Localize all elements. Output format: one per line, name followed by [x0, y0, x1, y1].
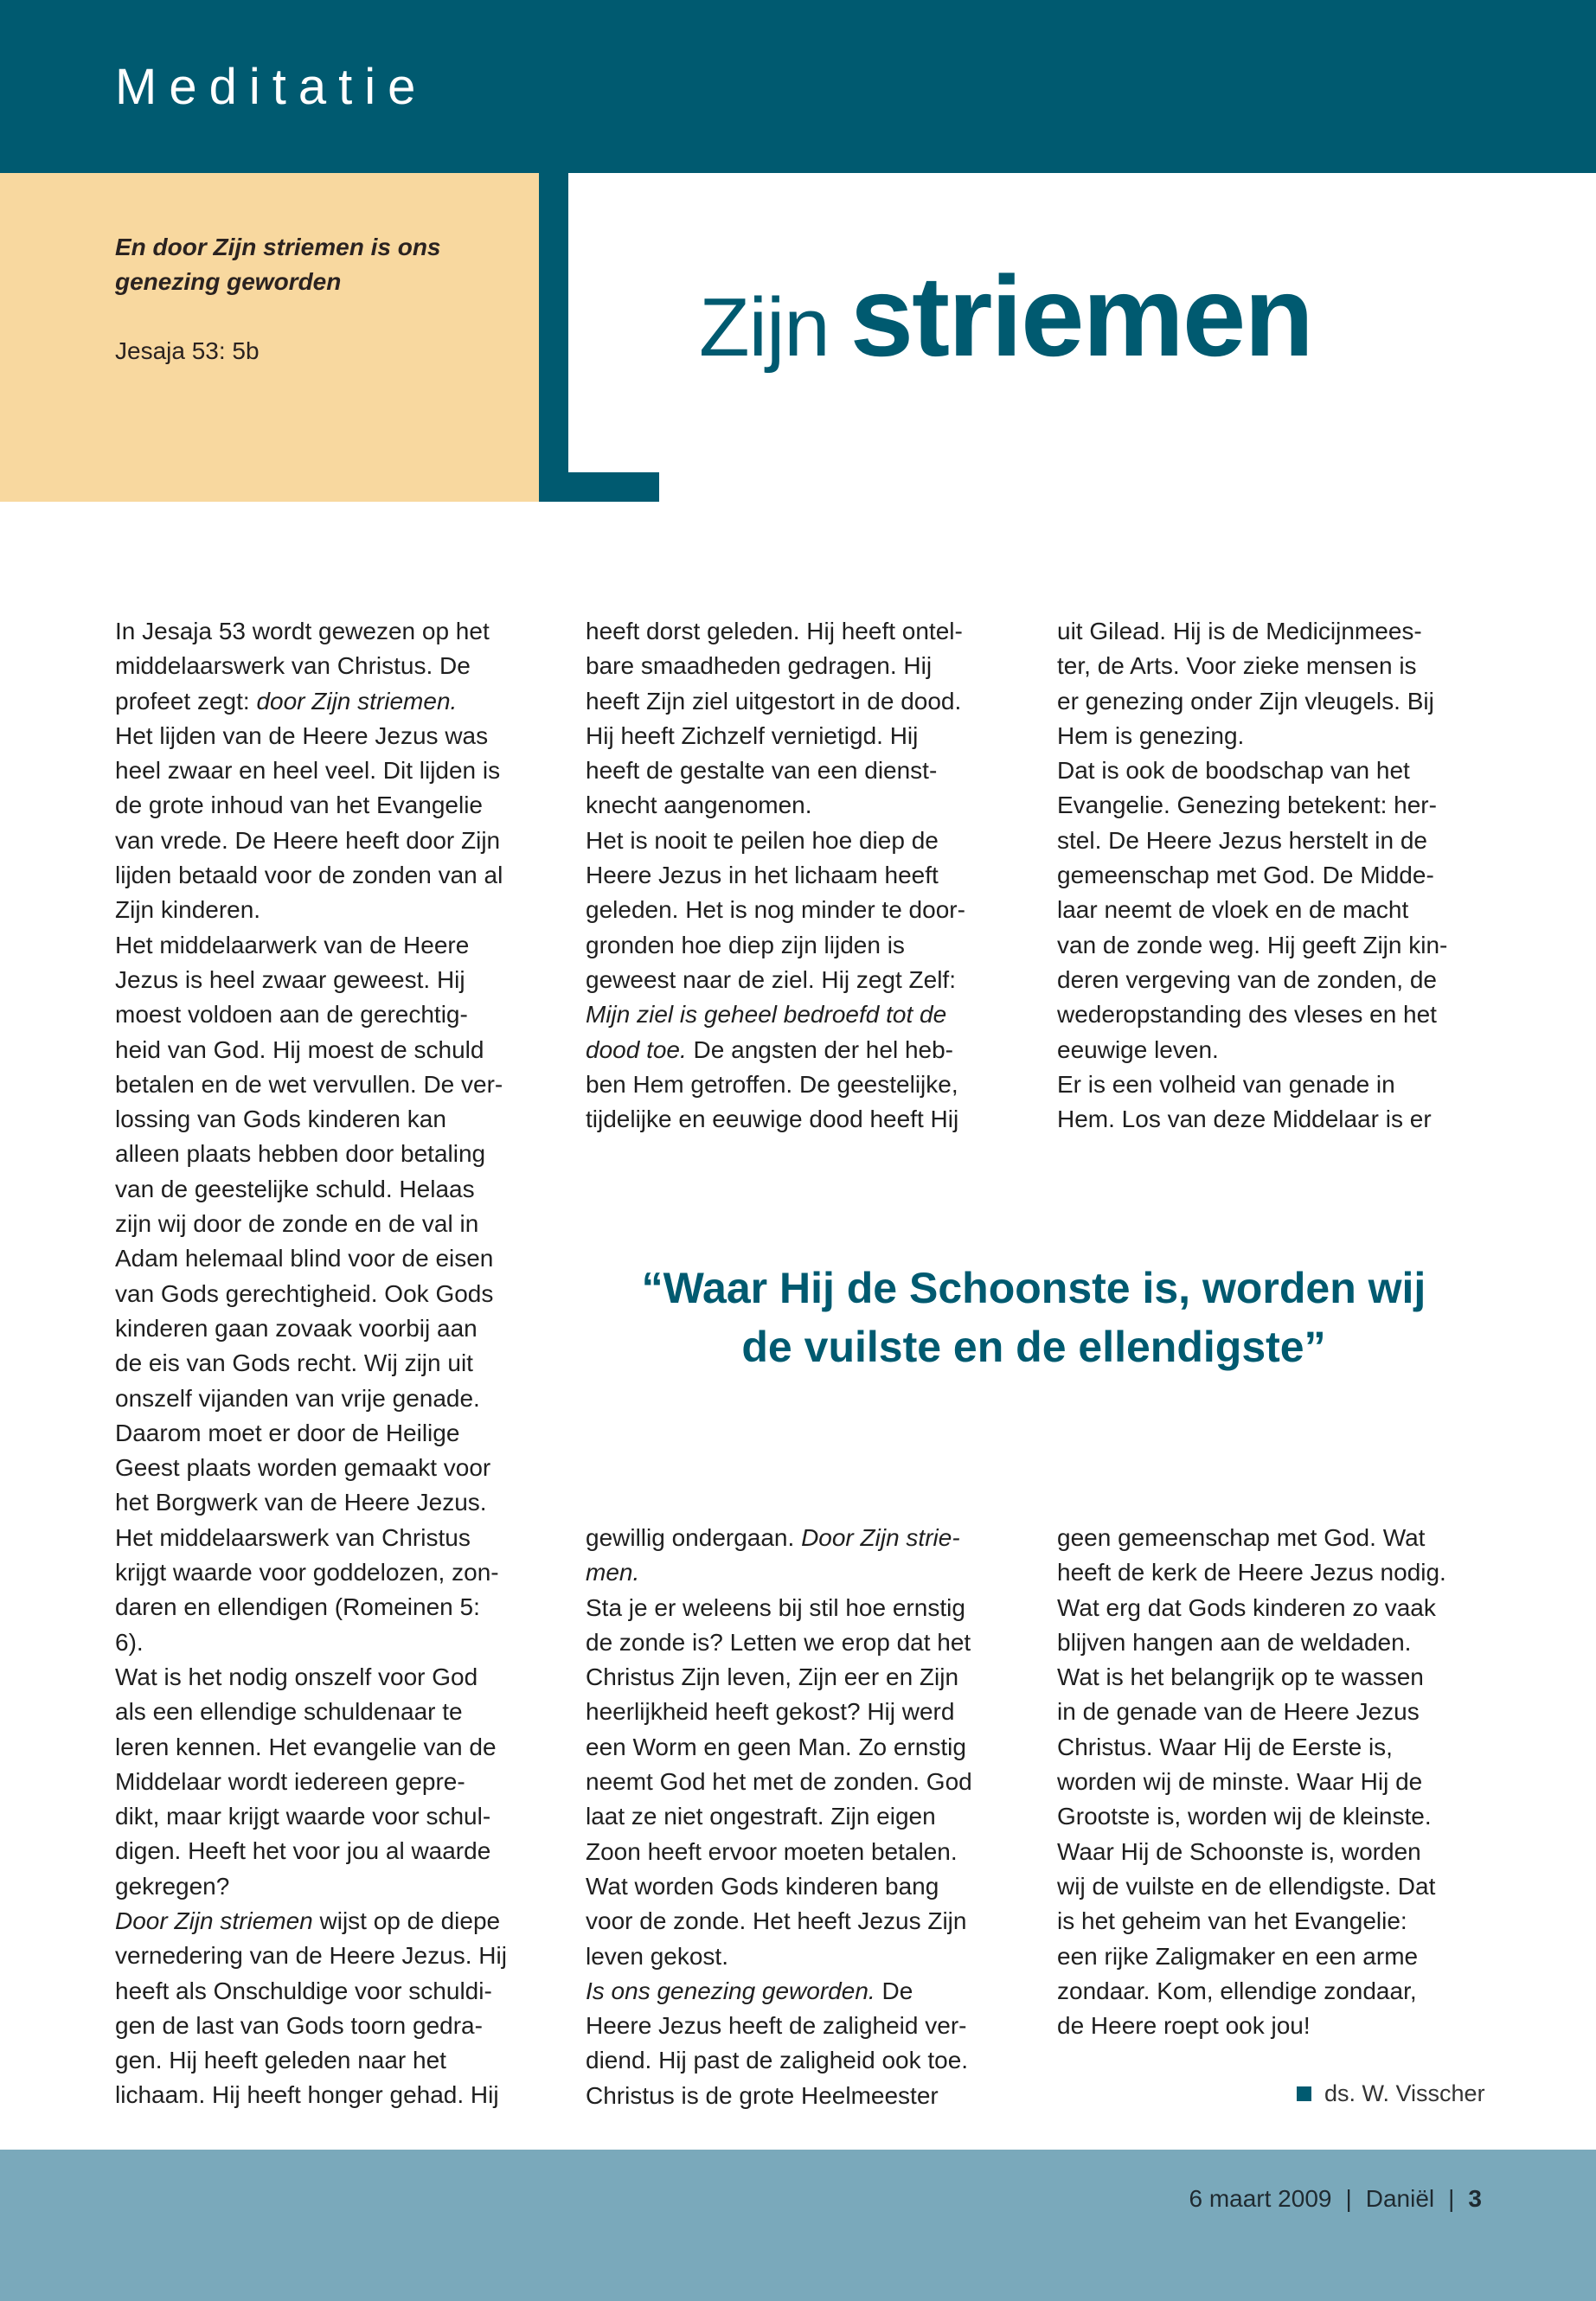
text: een rijke Zaligmaker en een arme	[1057, 1942, 1419, 1970]
text-line	[586, 1660, 972, 1695]
text: Christus Zijn leven, Zijn eer en Zijn	[586, 1663, 959, 1691]
text: uit Gilead. Hij is de Medicijnmees-	[1057, 618, 1422, 644]
text-line	[1057, 2009, 1446, 2043]
text: lichaam. Hij heeft honger gehad. Hij	[115, 2081, 499, 2109]
text: vernedering van de Heere Jezus. Hij	[115, 1942, 507, 1970]
text-line	[115, 753, 507, 788]
scripture-box	[0, 173, 539, 502]
text: Er is een volheid van genade in	[1057, 1070, 1395, 1098]
scripture-verse: En door Zijn striemen is ons genezing geworden	[115, 234, 441, 295]
text: eeuwige leven.	[1057, 1035, 1219, 1063]
text-line	[115, 963, 507, 997]
text: in de genade van de Heere Jezus	[1057, 1698, 1420, 1726]
footer-info: 6 maart 2009 | Daniël | 3	[1189, 2185, 1482, 2212]
text-line	[1057, 824, 1447, 858]
decorative-bar-foot	[539, 472, 659, 502]
text-line	[1057, 1835, 1446, 1869]
text: heeft de kerk de Heere Jezus nodig.	[1057, 1559, 1446, 1586]
text-line	[1057, 1067, 1447, 1102]
text: van Gods gerechtigheid. Ook Gods	[115, 1279, 494, 1307]
text-line	[1057, 1904, 1446, 1939]
text-line	[586, 1799, 972, 1834]
text-line	[586, 1730, 972, 1765]
italic-text: Mijn ziel is geheel bedroefd tot de	[586, 1001, 947, 1029]
text: ter, de Arts. Voor zieke mensen is	[1057, 652, 1417, 680]
text-line	[586, 1939, 972, 1974]
text: blijven hangen aan de weldaden.	[1057, 1628, 1412, 1656]
italic-text: Is ons genezing geworden.	[586, 1977, 875, 2004]
italic-text: men.	[586, 1559, 640, 1586]
text: daren en ellendigen (Romeinen 5:	[115, 1593, 480, 1621]
text-line	[586, 2079, 972, 2113]
italic-text: dood toe.	[586, 1035, 687, 1063]
text: Het is nooit te peilen hoe diep de	[586, 826, 939, 854]
text: betalen en de wet vervullen. De ver-	[115, 1070, 503, 1098]
text-line	[586, 753, 965, 788]
text-line	[586, 1904, 972, 1939]
text: Sta je er weleens bij stil hoe ernstig	[586, 1593, 965, 1621]
text-line	[586, 997, 965, 1032]
body-column-1	[115, 614, 507, 2113]
text-line	[586, 1765, 972, 1799]
text: Zijn kinderen.	[115, 896, 261, 924]
text: gewillig ondergaan.	[586, 1524, 802, 1551]
text: wijst op de diepe	[312, 1907, 501, 1934]
body-column-3-bottom	[1057, 1521, 1446, 2043]
text: heel zwaar en heel veel. Dit lijden is	[115, 757, 501, 785]
text: geleden. Het is nog minder te door-	[586, 896, 965, 924]
text: krijgt waarde voor goddelozen, zon-	[115, 1559, 499, 1586]
text-line	[115, 1730, 507, 1765]
text: diend. Hij past de zaligheid ook toe.	[586, 2047, 969, 2074]
text: laar neemt de vloek en de macht	[1057, 896, 1409, 924]
text-line	[1057, 997, 1447, 1032]
text-line	[115, 997, 507, 1032]
text: Adam helemaal blind voor de eisen	[115, 1245, 494, 1272]
text-line	[586, 824, 965, 858]
text: gemeenschap met God. De Midde-	[1057, 862, 1434, 889]
text: Zoon heeft ervoor moeten betalen.	[586, 1837, 958, 1865]
text: Hem is genezing.	[1057, 721, 1245, 749]
text-line	[115, 719, 507, 753]
text: is het geheim van het Evangelie:	[1057, 1907, 1407, 1935]
title-light: Zijn	[699, 281, 830, 374]
text: Hij heeft Zichzelf vernietigd. Hij	[586, 721, 919, 749]
text: deren vergeving van de zonden, de	[1057, 965, 1437, 993]
header-band	[0, 0, 1596, 173]
text: wij de vuilste en de ellendigste. Dat	[1057, 1872, 1436, 1900]
text-line	[1057, 1730, 1446, 1765]
text-line	[586, 1869, 972, 1904]
text-line	[115, 1765, 507, 1799]
text-line	[115, 1102, 507, 1137]
text: ben Hem getroffen. De geestelijke,	[586, 1070, 958, 1098]
text-line	[1057, 928, 1447, 963]
text-line	[115, 1904, 507, 1939]
text-line	[586, 1067, 965, 1102]
text: lossing van Gods kinderen kan	[115, 1106, 446, 1133]
text-line	[1057, 788, 1447, 823]
text-line	[1057, 1939, 1446, 1974]
text: Grootste is, worden wij de kleinste.	[1057, 1803, 1432, 1830]
text: stel. De Heere Jezus herstelt in de	[1057, 826, 1427, 854]
text-line	[586, 684, 965, 719]
text: bare smaadheden gedragen. Hij	[586, 652, 933, 680]
text-line	[115, 2009, 507, 2043]
italic-text: Door Zijn strie-	[801, 1524, 960, 1551]
text: als een ellendige schuldenaar te	[115, 1698, 463, 1726]
text: Het middelaarswerk van Christus	[115, 1523, 471, 1551]
text-line	[586, 1835, 972, 1869]
text: De	[875, 1977, 913, 2004]
text: heeft de gestalte van een dienst-	[586, 757, 938, 785]
text-line	[115, 1277, 507, 1311]
text-line	[115, 1067, 507, 1102]
pull-quote	[554, 1259, 1514, 1376]
text-line	[1057, 1102, 1447, 1137]
footer-band	[0, 2150, 1596, 2301]
text: worden wij de minste. Waar Hij de	[1057, 1768, 1423, 1796]
text-line	[586, 2043, 972, 2078]
text-line	[586, 928, 965, 963]
text-line	[586, 614, 965, 649]
italic-text: door Zijn striemen.	[256, 687, 458, 715]
text-line	[115, 2078, 507, 2112]
scripture-reference: Jesaja 53: 5b	[115, 337, 260, 364]
text-line	[115, 684, 507, 719]
text: van de geestelijke schuld. Helaas	[115, 1175, 475, 1202]
text: zondaar. Kom, ellendige zondaar,	[1057, 1977, 1417, 2004]
text: gen. Hij heeft geleden naar het	[115, 2047, 446, 2074]
text-line	[115, 1241, 507, 1276]
text: Geest plaats worden gemaakt voor	[115, 1454, 491, 1482]
text-line	[115, 1207, 507, 1241]
text: heeft dorst geleden. Hij heeft ontel-	[586, 618, 963, 644]
text: Jezus is heel zwaar geweest. Hij	[115, 965, 465, 993]
text-line	[1057, 1555, 1446, 1590]
text-line	[586, 2009, 972, 2043]
text: gen de last van Gods toorn gedra-	[115, 2011, 483, 2039]
article-title	[699, 253, 1312, 380]
text-line	[115, 1590, 507, 1625]
square-bullet-icon	[1297, 2086, 1311, 2101]
text-line	[115, 1033, 507, 1067]
text-line	[1057, 719, 1447, 753]
text: leren kennen. Het evangelie van de	[115, 1733, 497, 1760]
text-line	[586, 1102, 965, 1137]
text: Daarom moet er door de Heilige	[115, 1419, 460, 1446]
text-line	[115, 649, 507, 683]
text-line	[115, 1834, 507, 1868]
text-line	[115, 2043, 507, 2078]
text-line	[586, 649, 965, 683]
text: een Worm en geen Man. Zo ernstig	[586, 1733, 966, 1760]
text-line	[586, 1521, 972, 1555]
text: heid van God. Hij moest de schuld	[115, 1035, 484, 1063]
text-line	[115, 1660, 507, 1695]
text: gekregen?	[115, 1872, 230, 1900]
text: voor de zonde. Het heeft Jezus Zijn	[586, 1907, 967, 1935]
text: Heere Jezus heeft de zaligheid ver-	[586, 2012, 967, 2040]
text: de grote inhoud van het Evangelie	[115, 792, 483, 819]
text: Wat erg dat Gods kinderen zo vaak	[1057, 1593, 1436, 1621]
text: alleen plaats hebben door betaling	[115, 1140, 486, 1168]
text-line	[115, 1451, 507, 1485]
text: gronden hoe diep zijn lijden is	[586, 931, 905, 958]
text-line	[115, 1137, 507, 1171]
issue-date: 6 maart 2009	[1189, 2185, 1332, 2212]
text: de Heere roept ook jou!	[1057, 2012, 1311, 2040]
text: de eis van Gods recht. Wij zijn uit	[115, 1349, 473, 1377]
text-line	[1057, 1869, 1446, 1904]
text: moest voldoen aan de gerechtig-	[115, 1001, 468, 1029]
italic-text: Door Zijn striemen	[115, 1907, 313, 1934]
text: lijden betaald voor de zonden van al	[115, 862, 503, 889]
text-line	[1057, 1660, 1446, 1695]
text: knecht aangenomen.	[586, 792, 812, 819]
text-line	[1057, 1974, 1446, 2009]
text: Christus is de grote Heelmeester	[586, 2081, 939, 2109]
text-line	[115, 1416, 507, 1451]
text: wederopstanding des vleses en het	[1057, 1001, 1437, 1029]
text: van vrede. De Heere heeft door Zijn	[115, 826, 501, 854]
text: heeft Zijn ziel uitgestort in de dood.	[586, 687, 962, 715]
text: heeft als Onschuldige voor schuldi-	[115, 1977, 492, 2004]
decorative-bar	[539, 173, 568, 502]
text-line	[115, 1555, 507, 1590]
author-name: ds. W. Visscher	[1324, 2080, 1485, 2106]
text: Waar Hij de Schoonste is, worden	[1057, 1837, 1421, 1865]
text: dikt, maar krijgt waarde voor schul-	[115, 1803, 491, 1830]
text: profeet zegt:	[115, 687, 257, 715]
text-line	[1057, 1625, 1446, 1660]
text-line	[586, 719, 965, 753]
text: Christus. Waar Hij de Eerste is,	[1057, 1733, 1393, 1760]
text-line	[1057, 753, 1447, 788]
text: Wat is het belangrijk op te wassen	[1057, 1663, 1424, 1691]
text-line	[586, 963, 965, 997]
text-line	[115, 1939, 507, 1973]
text: er genezing onder Zijn vleugels. Bij	[1057, 687, 1434, 715]
text: Wat worden Gods kinderen bang	[586, 1872, 939, 1900]
text-line	[586, 858, 965, 893]
text-line	[586, 1974, 972, 2009]
text: De angsten der hel heb-	[686, 1035, 953, 1063]
text-line	[115, 1695, 507, 1729]
text-line	[586, 1591, 972, 1625]
text: leven gekost.	[586, 1942, 728, 1970]
text: neemt God het met de zonden. God	[586, 1768, 972, 1796]
text: onszelf vijanden van vrije genade.	[115, 1384, 480, 1412]
text-line	[115, 1485, 507, 1520]
body-column-2-bottom	[586, 1521, 972, 2113]
section-label: Meditatie	[115, 59, 428, 115]
text: digen. Heeft het voor jou al waarde	[115, 1837, 491, 1865]
text-line	[586, 1555, 972, 1590]
text-line	[1057, 1799, 1446, 1834]
text-line	[115, 928, 507, 963]
text-line	[1057, 614, 1447, 649]
title-bold: striemen	[849, 253, 1312, 380]
text-line	[115, 824, 507, 858]
text: geen gemeenschap met God. Wat	[1057, 1524, 1426, 1551]
magazine-name: Daniël	[1365, 2185, 1435, 2212]
text-line	[1057, 893, 1447, 927]
text: het Borgwerk van de Heere Jezus.	[115, 1489, 487, 1516]
text: van de zonde weg. Hij geeft Zijn kin-	[1057, 931, 1448, 958]
text-line	[1057, 1591, 1446, 1625]
text-line	[115, 1311, 507, 1346]
text-line	[115, 1799, 507, 1834]
pull-quote-line: de vuilste en de ellendigste”	[741, 1323, 1326, 1371]
text-line	[115, 1346, 507, 1381]
text: laat ze niet ongestraft. Zijn eigen	[586, 1803, 936, 1830]
text: Evangelie. Genezing betekent: her-	[1057, 792, 1437, 819]
pull-quote-line: “Waar Hij de Schoonste is, worden wij	[641, 1264, 1426, 1312]
text: geweest naar de ziel. Hij zegt Zelf:	[586, 965, 956, 993]
text: zijn wij door de zonde en de val in	[115, 1210, 479, 1238]
text-line	[1057, 1033, 1447, 1067]
text-line	[586, 788, 965, 823]
text-line	[115, 788, 507, 823]
text-line	[586, 1695, 972, 1729]
text-line	[586, 1625, 972, 1660]
text-line	[586, 1033, 965, 1067]
text-line	[115, 858, 507, 893]
text-line	[1057, 1695, 1446, 1729]
text-line	[1057, 1765, 1446, 1799]
text-line	[1057, 963, 1447, 997]
text: 6).	[115, 1628, 144, 1656]
page-number: 3	[1468, 2185, 1482, 2212]
author-signature	[1297, 2080, 1485, 2107]
text: heerlijkheid heeft gekost? Hij werd	[586, 1698, 955, 1726]
text-line	[586, 893, 965, 927]
text: Het lijden van de Heere Jezus was	[115, 721, 489, 749]
body-column-3-top	[1057, 614, 1447, 1137]
text: tijdelijke en eeuwige dood heeft Hij	[586, 1106, 959, 1133]
text: Middelaar wordt iedereen gepre-	[115, 1767, 465, 1795]
text-line	[115, 1625, 507, 1660]
text-line	[1057, 1521, 1446, 1555]
body-column-2-top	[586, 614, 965, 1137]
text-line	[115, 1381, 507, 1416]
text-line	[1057, 684, 1447, 719]
text-line	[115, 1974, 507, 2009]
text: de zonde is? Letten we erop dat het	[586, 1628, 971, 1656]
text-line	[115, 1172, 507, 1207]
text-line	[1057, 858, 1447, 893]
text-line	[115, 1521, 507, 1555]
text-line	[115, 614, 507, 649]
text: middelaarswerk van Christus. De	[115, 652, 471, 680]
text: Dat is ook de boodschap van het	[1057, 757, 1410, 785]
text: In Jesaja 53 wordt gewezen op het	[115, 618, 490, 644]
text: Heere Jezus in het lichaam heeft	[586, 862, 939, 889]
text: Wat is het nodig onszelf voor God	[115, 1663, 478, 1690]
text-line	[115, 1869, 507, 1904]
text-line	[1057, 649, 1447, 683]
text: Het middelaarwerk van de Heere	[115, 931, 470, 958]
text-line	[115, 893, 507, 927]
text: Hem. Los van deze Middelaar is er	[1057, 1106, 1432, 1133]
text: kinderen gaan zovaak voorbij aan	[115, 1314, 478, 1342]
